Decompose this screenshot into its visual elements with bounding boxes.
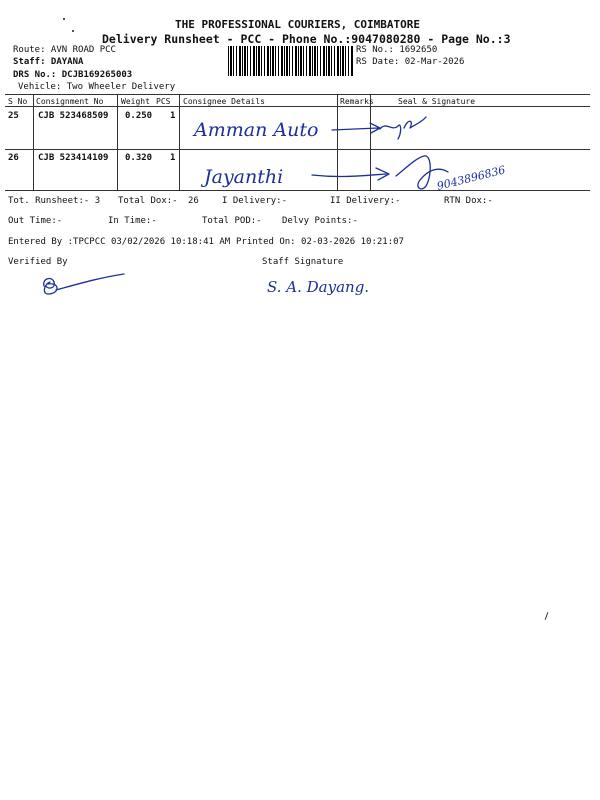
delivery-points: Delvy Points:- — [282, 216, 358, 226]
header-consignment: Consignment No — [36, 97, 104, 106]
runsheet-title: Delivery Runsheet - PCC - Phone No.:9047080280 - Page No.:3 — [102, 32, 511, 46]
total-dox-value: 26 — [188, 196, 199, 206]
staff-signature-label: Staff Signature — [262, 257, 344, 267]
row-consignment: CJB 523414109 — [38, 153, 109, 163]
total-runsheet: Tot. Runsheet:- 3 — [8, 196, 101, 206]
row-pcs: 1 — [170, 111, 176, 121]
ii-delivery: II Delivery:- — [330, 196, 401, 206]
header-consignee: Consignee Details — [183, 97, 265, 106]
verifier-signature — [38, 270, 138, 300]
header-remarks: Remarks — [340, 97, 374, 106]
row-pcs: 1 — [170, 153, 176, 163]
total-dox-label: Total Dox:- — [118, 196, 178, 206]
header-weight: Weight — [121, 97, 150, 106]
staff-signature-text: S. A. Dayang. — [267, 278, 370, 296]
handwritten-consignee-name: Amman Auto — [194, 119, 319, 141]
header-sno: S No — [8, 97, 28, 106]
scan-mark — [72, 30, 74, 32]
total-pod: Total POD:- — [202, 216, 262, 226]
vehicle: Vehicle: Two Wheeler Delivery — [18, 82, 176, 92]
company-name: THE PROFESSIONAL COURIERS, COIMBATORE — [175, 18, 421, 31]
header-pcs: PCS — [156, 97, 171, 106]
scan-mark — [63, 18, 65, 20]
entered-by: Entered By :TPCPCC 03/02/2026 10:18:41 AM — [8, 237, 231, 247]
i-delivery: I Delivery:- — [222, 196, 288, 206]
handwritten-phone: 9043896836 — [435, 163, 507, 193]
printed-on: Printed On: 02-03-2026 10:21:07 — [236, 237, 404, 247]
scan-mark — [545, 612, 549, 620]
handwritten-receiver-signature — [200, 152, 590, 198]
header-seal-signature: Seal & Signature — [398, 97, 476, 106]
staff-handwritten-signature — [265, 272, 395, 302]
in-time: In Time:- — [108, 216, 157, 226]
out-time: Out Time:- — [8, 216, 63, 226]
row-weight: 0.320 — [125, 153, 153, 163]
drs-number: DRS No.: DCJB169265003 — [13, 70, 133, 80]
row-sno: 26 — [8, 153, 19, 163]
row-weight: 0.250 — [125, 111, 153, 121]
rs-date: RS Date: 02-Mar-2026 — [356, 57, 465, 67]
verified-by-label: Verified By — [8, 257, 68, 267]
handwritten-consignee-name: Jayanthi — [204, 166, 284, 188]
staff: Staff: DAYANA — [13, 57, 84, 67]
route: Route: AVN ROAD PCC — [13, 45, 116, 55]
barcode — [228, 46, 354, 76]
rs-number: RS No.: 1692650 — [356, 45, 438, 55]
rtn-dox: RTN Dox:- — [444, 196, 493, 206]
handwritten-receiver-signature — [190, 112, 590, 148]
row-sno: 25 — [8, 111, 19, 121]
row-consignment: CJB 523468509 — [38, 111, 109, 121]
